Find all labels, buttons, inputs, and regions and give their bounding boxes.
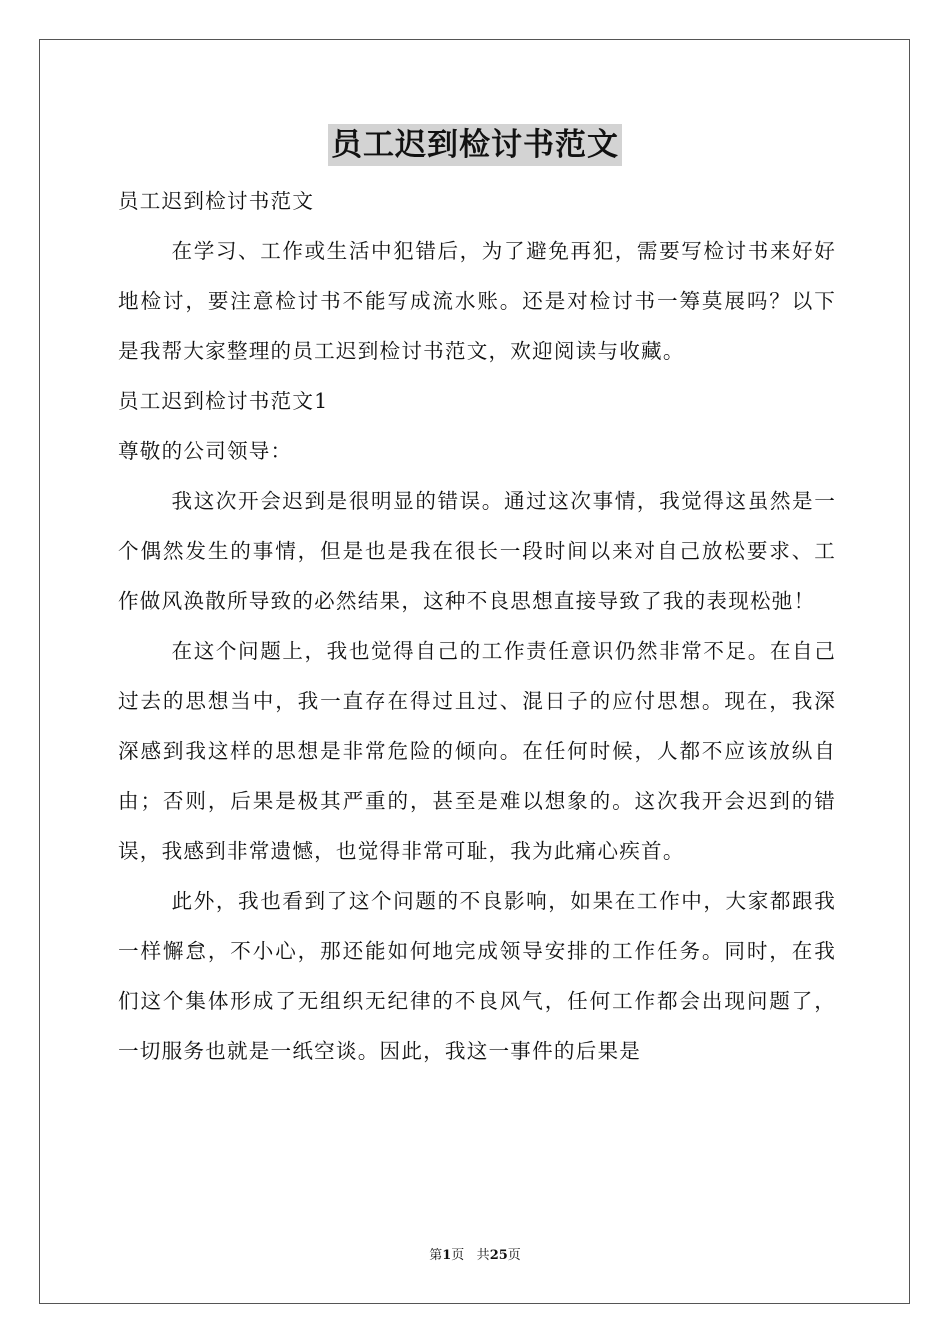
document-title: 员工迟到检讨书范文: [328, 124, 622, 166]
body-paragraph: 在这个问题上，我也觉得自己的工作责任意识仍然非常不足。在自己过去的思想当中，我一直存在得过且过、混日子的应付思想。现在，我深深感到我这样的思想是非常危险的倾向。在任何时候，人都不应该放纵自由；否则，后果是极其严重的，甚至是难以想象的。这次我开会迟到的错误，我感到非常遗憾，也觉得非常可耻，我为此痛心疾首。: [118, 639, 836, 863]
title-area: [0, 124, 950, 166]
body-paragraph: 我这次开会迟到是很明显的错误。通过这次事情，我觉得这虽然是一个偶然发生的事情，但是也是我在很长一段时间以来对自己放松要求、工作做风涣散所导致的必然结果，这种不良思想直接导致了我的表现松弛！: [118, 489, 836, 613]
body-paragraph: 此外，我也看到了这个问题的不良影响，如果在工作中，大家都跟我一样懈怠，不小心，那还能如何地完成领导安排的工作任务。同时，在我们这个集体形成了无组织无纪律的不良风气，任何工作都会出现问题了，一切服务也就是一纸空谈。因此，我这一事件的后果是: [118, 889, 836, 1063]
subtitle-line: 员工迟到检讨书范文: [118, 189, 315, 213]
intro-paragraph: 在学习、工作或生活中犯错后，为了避免再犯，需要写检讨书来好好地检讨，要注意检讨书不能写成流水账。还是对检讨书一筹莫展吗？以下是我帮大家整理的员工迟到检讨书范文，欢迎阅读与收藏。: [118, 239, 836, 363]
total-prefix: 共: [476, 1248, 490, 1263]
section-heading: 员工迟到检讨书范文1: [118, 389, 329, 413]
page-suffix: 页: [451, 1248, 465, 1263]
document-body: [118, 176, 836, 1076]
page-prefix: 第: [429, 1248, 443, 1263]
page-number: 1: [442, 1248, 452, 1263]
salutation: 尊敬的公司领导：: [118, 439, 293, 463]
page-footer: [0, 1246, 950, 1266]
total-suffix: 页: [507, 1248, 521, 1263]
total-pages: 25: [489, 1248, 508, 1263]
